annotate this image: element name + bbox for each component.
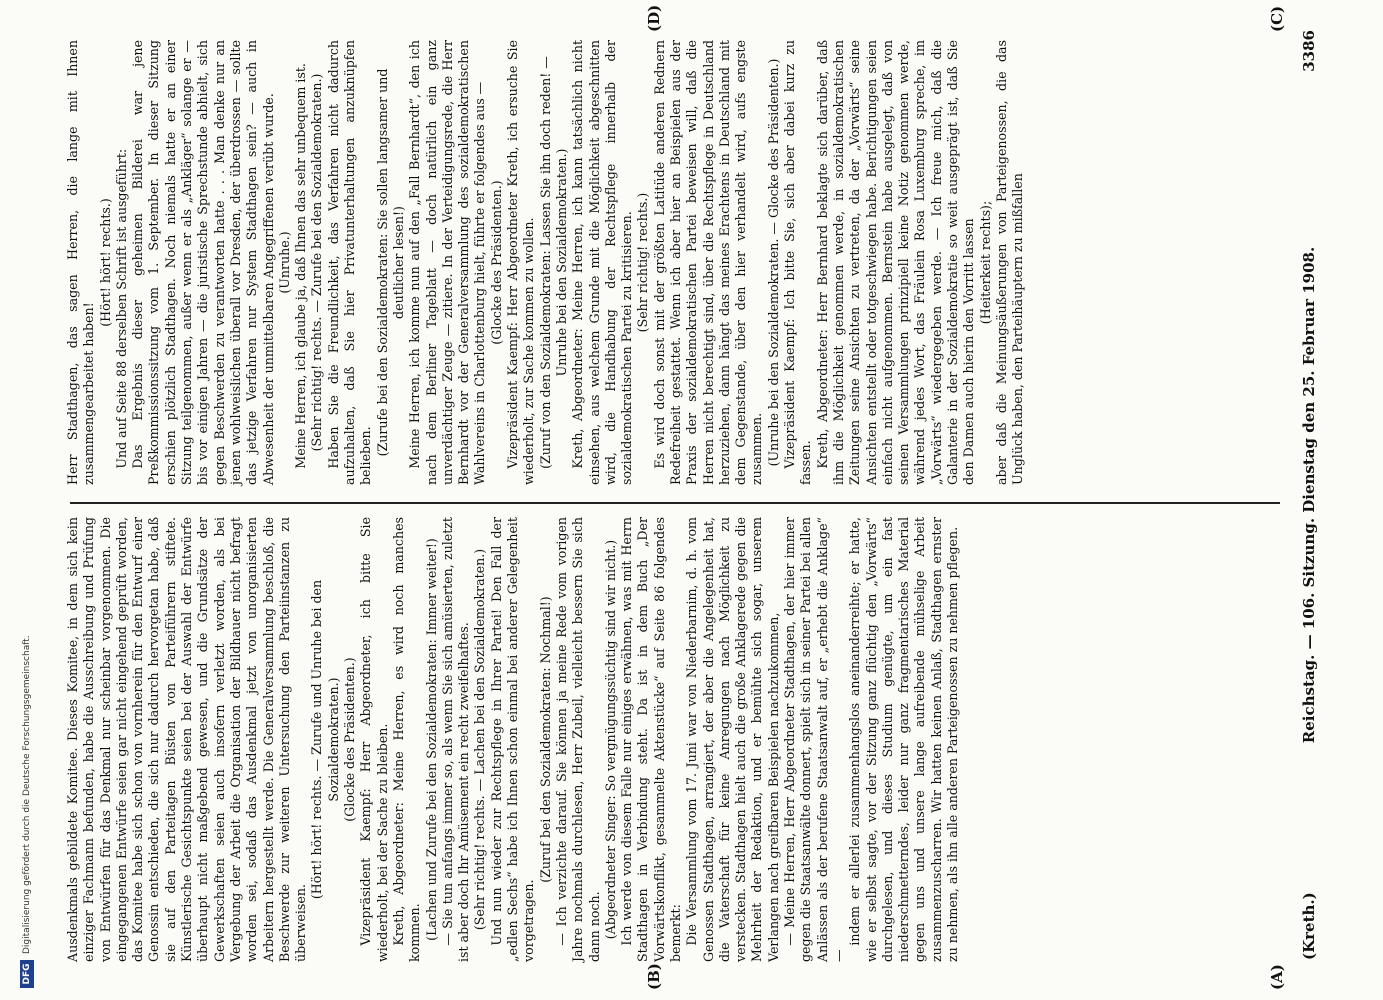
paragraph: Ich werde von diesem Falle nur einiges erwähnen, was mit Herrn Stadthagen in Verbindung steht. Da ist in dem Buch „Der Vorwärtskonflikt, gesammelte Aktenstücke“ auf Seite 86 folgendes bemerkt: — [619, 517, 683, 962]
paragraph: Vizepräsident Kaempf: Herr Abgeordneter, ich bitte Sie wiederholt, bei der Sache zu bleiben. — [358, 517, 390, 962]
interjection: (Lachen und Zurufe bei den Sozialdemokraten: Immer weiter!) — [423, 538, 439, 941]
interjection: (Zuruf von den Sozialdemokraten: Lassen Sie ihn doch reden! — Unruhe bei den Sozialdemokraten.) — [537, 56, 569, 469]
paragraph: Vizepräsident Kaempf: Ich bitte Sie, sich aber dabei kurz zu fassen. — [782, 40, 814, 485]
interjection: (Unruhe.) — [276, 231, 292, 294]
page-number: 3386 — [1300, 30, 1318, 72]
interjection: (Sehr richtig! rechts.) — [635, 192, 651, 333]
interjection: (Abgeordneter Singer: So vergnügungssüchtig sind wir nicht.) — [602, 539, 618, 940]
page-header — [1295, 30, 1323, 960]
paragraph: Haben Sie die Freundlichkeit, das Verfahren nicht dadurch aufzuhalten, daß Sie hier Privatunterhaltungen anzuknüpfen belieben. — [325, 40, 374, 485]
interjection: (Hört! hört! rechts.) — [97, 198, 113, 327]
paragraph: Herr Stadthagen, das sagen Herren, die lange mit Ihnen zusammengearbeitet haben! — [65, 40, 97, 485]
paragraph: Meine Herren, ich glaube ja, daß Ihnen das sehr unbequem ist. — [293, 63, 309, 469]
interjection: (Hört! hört! rechts. — Zurufe und Unruhe bei den Sozialdemokraten.) — [309, 579, 341, 900]
interjection: (Glocke des Präsidenten.) — [342, 657, 358, 822]
interjection: (Unruhe bei den Sozialdemokraten. — Glocke des Präsidenten.) — [765, 58, 781, 467]
paragraph: Meine Herren, ich komme nun auf den „Fall Bernhardt“, den ich nach dem Berliner Tageblatt — doch natürlich ein ganz unverdächtiger Zeuge — zitiere. In der Verteidigungsrede, die Herr Bernhardt vor der Generalversammlung des sozialdemokratischen Wahlvereins in Charlottenburg hielt, führte er folgendes aus — — [407, 40, 488, 485]
paragraph: Und nun wieder zur Rechtspflege in Ihrer Partei! Den Fall der „edlen Sechs“ habe ich Ihnen schon einmal bei anderer Gelegenheit vorgetragen. — [488, 517, 537, 962]
header-title: Reichstag. — 106. Sitzung. Dienstag den 25. Februar 1908. — [1300, 246, 1318, 744]
paragraph: — Ich verzichte darauf. Sie können ja meine Rede vom vorigen Jahre nochmals durchlesen, Herr Zubeil, vielleicht bessern Sie sich dann noch. — [553, 517, 602, 962]
column-divider — [70, 502, 1280, 504]
paragraph: — Meine Herren, Herr Abgeordneter Stadthagen, der hier immer gegen die Staatsanwälte donnert, spielt sich in seiner Partei bei allen Anlässen als der berufene Staatsanwalt auf, er „erhebt die Anklage“ — — [782, 517, 846, 962]
interjection: (Zuruf bei den Sozialdemokraten: Nochmal!) — [537, 596, 553, 883]
footer-text: Digitalisierung gefördert durch die Deutsche Forschungsgemeinschaft. — [22, 635, 32, 954]
interjection: (Sehr richtig! rechts. — Lachen bei den Sozialdemokraten.) — [472, 548, 488, 931]
margin-marker-a: (A) — [1268, 964, 1286, 990]
interjection: (Glocke des Präsidenten.) — [488, 180, 504, 345]
header-speaker: (Kreth.) — [1300, 892, 1318, 960]
paragraph: Kreth, Abgeordneter: Meine Herren, es wird noch manches kommen. — [390, 517, 423, 962]
paragraph: — Sie tun anfangs immer so, als wenn Sie sich amüsierten, zuletzt ist aber doch Ihr Amüsement ein recht zweifelhaftes. — [439, 517, 472, 962]
left-column — [65, 517, 1285, 962]
interjection: (Sehr richtig! rechts. — Zurufe bei den Sozialdemokraten.) — [309, 73, 325, 452]
right-column — [65, 40, 1285, 485]
digitization-footer — [20, 28, 34, 988]
margin-marker-b: (B) — [645, 963, 663, 990]
margin-marker-c: (C) — [1268, 5, 1286, 32]
dfg-logo: DFG — [20, 960, 34, 988]
paragraph: Es wird doch sonst mit der größten Latitüde anderen Rednern Redefreiheit gestattet. Wenn ich aber hier an Beispielen aus der Praxis der sozialdemokratischen Partei beweisen will, daß die Herren nicht berechtigt sind, über die Rechtspflege in Deutschland herzuziehen, dann hängt das meines Erachtens in Deutschland mit dem Gegenstande, über den hier verhandelt wird, aufs engste zusammen. — [651, 40, 765, 485]
paragraph: Und auf Seite 88 derselben Schrift ist ausgeführt: — [113, 148, 129, 469]
paragraph: Vizepräsident Kaempf: Herr Abgeordneter Kreth, ich ersuche Sie wiederholt, zur Sache kommen zu wollen. — [505, 40, 537, 485]
quotation: Das Ergebnis dieser geheimen Bilderei war jene Preßkommissionssitzung vom 1. September. In dieser Sitzung erschien plötzlich Stadthagen. Noch niemals hatte er an einer Sitzung teilgenommen, außer wenn er als „Ankläger“ solange er — bis vor einigen Jahren — die juristische Sprechstunde abhielt, sich gegen Beschwerden zu verantworten hatte . . . Man denke nur an jenen wohlweislichen überall vor Dresden, der überdrossen — sollte das jetzige Verfahren nur System Stadthagen sein? — auch in Abwesenheit der unmittelbaren Angegriffenen verübt wurde. — [130, 40, 276, 485]
paragraph: Kreth, Abgeordneter: Herr Bernhard beklagte sich darüber, daß ihm die Möglichkeit genommen werde, in sozialdemokratischen Zeitungen seine Ansichten zu vertreten, da der „Vorwärts“ seine Ansichten entstellt oder totgeschwiegen habe. Berichtigungen seien einfach nicht aufgenommen. Bernstein habe ausgelegt, daß von seinen Versammlungen prinzipiell keine Notiz genommen werde, während jedes Wort, das Fräulein Rosa Luxemburg spreche, im „Vorwärts“ wiedergegeben werde. — Ich freue mich, daß die Galanterie in der Sozialdemokratie so weit ausgeprägt ist, daß Sie den Damen auch hierin den Vorritt lassen — [814, 40, 977, 485]
margin-marker-d: (D) — [645, 4, 663, 32]
quotation: Die Versammlung vom 17. Juni war von Niederbarnim, d. h. vom Genossen Stadthagen, arrangiert, der aber die Angelegenheit hat, die Vaterschaft für keine Anregungen nach Möglichkeit zu verstecken. Stadthagen hielt auch die große Anklagerede gegen die Mehrheit der Redaktion, und er bemühte sich sogar, unserem Verlangen nach greifbaren Beispielen nachzukommen, — [684, 517, 781, 962]
interjection: (Zurufe bei den Sozialdemokraten: Sie sollen langsamer und deutlicher lesen!) — [374, 68, 406, 457]
paragraph: aber daß die Meinungsäußerungen von Parteigenossen, die das Unglück haben, den Parteihäuptern zu mißfallen — [993, 40, 1026, 485]
interjection: (Heiterkeit rechts); — [977, 200, 993, 325]
quotation: indem er allerlei zusammenhangslos aneinanderreihte; er hatte, wie er selbst sagte, vor der Sitzung ganz flüchtig den „Vorwärts“ durchgelesen, und dieses Studium genügte, um ein fast niederschmetterndes, leider nur ganz fragmentarisches Material gegen uns und unsere lange aufreibende mühselige Arbeit zusammenzuscharren. Wir hatten keinen Anlaß, Stadthagen ernster zu nehmen, als ihn alle anderen Parteigenossen zu nehmen pflegen. — [847, 517, 961, 962]
paragraph: Kreth, Abgeordneter: Meine Herren, ich kann tatsächlich nicht einsehen, aus welchem Grunde mit die Möglichkeit abgeschnitten wird, die Handhabung der Rechtspflege innerhalb der sozialdemokratischen Partei zu kritisieren. — [570, 40, 635, 485]
paragraph: Ausdenkmals gebildete Komitee. Dieses Komitee, in dem sich kein einziger Fachmann befunden, habe die Ausschreibung und Prüfung von Entwürfen für das Denkmal nur scheinbar vorgenommen. Die eingegangenen Entwürfe seien gar nicht eingehend geprüft worden, das Komitee habe sich schon von vornherein für den Entwurf einer Genossin entschieden, die sich nur dadurch hervorgetan habe, daß sie auf den Parteitagen Büsten von Parteiführern stiftete. Künstlerische Gesichtspunkte seien bei der Auswahl der Entwürfe überhaupt nicht maßgebend gewesen, und die Grundsätze der Gewerkschaften seien auch insofern verletzt worden, als bei Vergebung der Arbeit die Organisation der Bildhauer nicht befragt worden sei, sodaß das Ausdenkmal jetzt von unorganisierten Arbeitern hergestellt werde. Die Generalversammlung beschloß, die Beschwerde zur weiteren Untersuchung den Parteiinstanzen zu überweisen. — [65, 517, 309, 962]
